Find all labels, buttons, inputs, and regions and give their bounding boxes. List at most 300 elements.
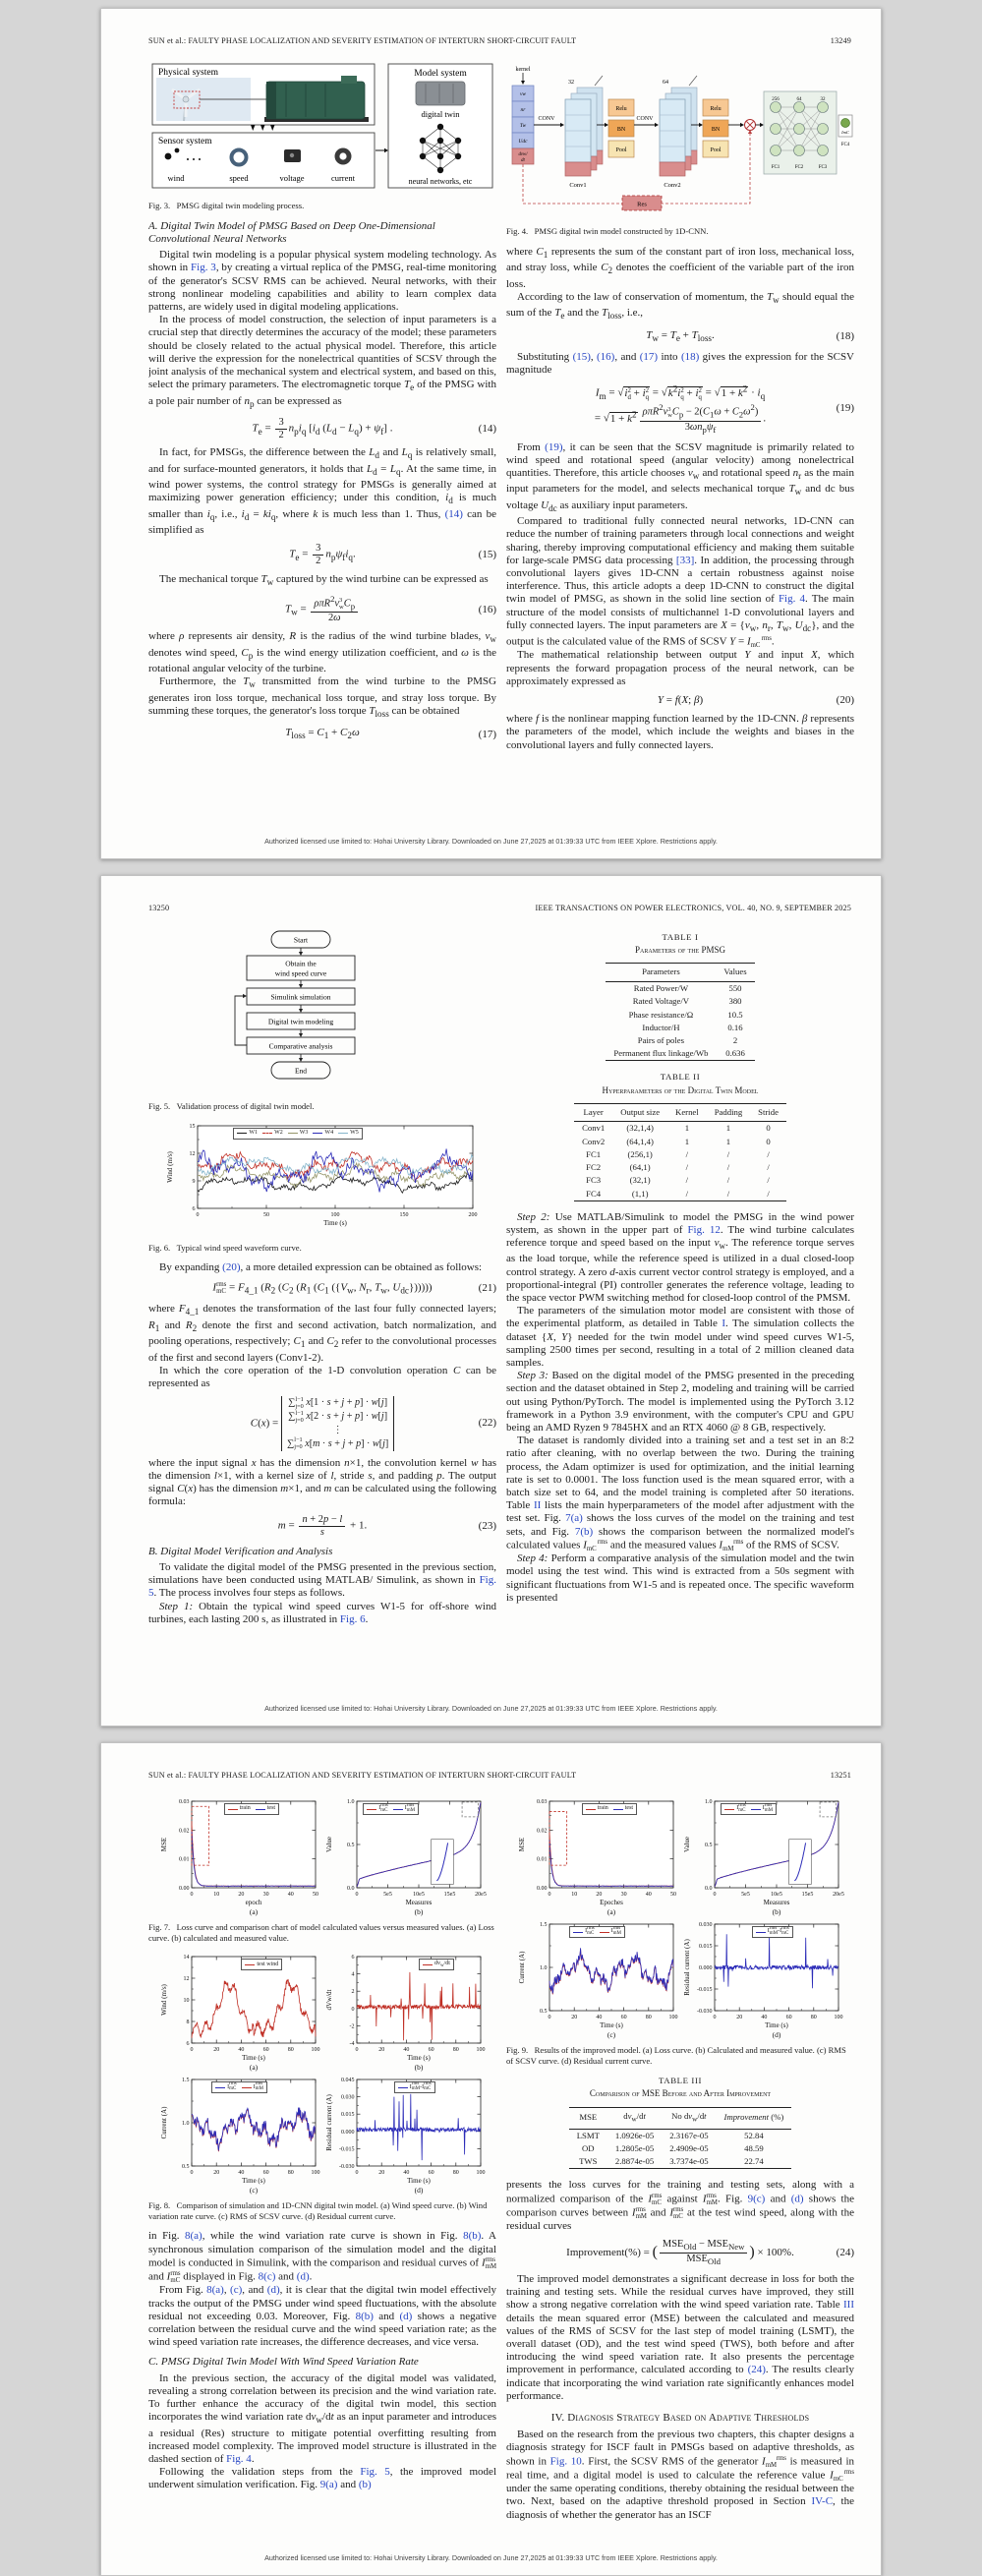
table-row: [574, 1135, 786, 1147]
paragraph: To validate the digital model of the PMSG presented in the previous section, simulations have been conducted using MATLAB/ Simulink, as shown in Fig. 5. The process involves four steps as follows.: [148, 1561, 496, 1600]
fig4-fc-64: 64: [796, 97, 802, 102]
table-cell: 550: [728, 983, 742, 993]
svg-text:2: 2: [351, 1989, 355, 1996]
table-cell: Phase resistance/Ω: [628, 1009, 694, 1020]
fig3-label-digital-twin: digital twin: [421, 109, 460, 119]
fig4-input-udc: Udc: [518, 139, 528, 145]
figure-8-row2: [148, 2075, 496, 2195]
table-cell: 1: [684, 1123, 690, 1134]
table-cell: /: [726, 1148, 730, 1159]
svg-text:40: 40: [287, 1892, 294, 1898]
table-cell: Inductor/H: [642, 1022, 680, 1032]
table-cell: /: [767, 1188, 770, 1199]
table-header: Padding: [707, 1103, 750, 1121]
table-cell: 2: [732, 1035, 738, 1046]
fig4-fc-32: 32: [820, 97, 826, 102]
svg-text:12: 12: [189, 1150, 196, 1157]
plot-legend: [233, 1128, 362, 1140]
svg-text:(b): (b): [414, 2063, 424, 2073]
table-row: [606, 1021, 754, 1033]
svg-text:0.0: 0.0: [705, 1886, 713, 1892]
svg-text:60: 60: [428, 2170, 434, 2177]
svg-text:0.02: 0.02: [537, 1828, 548, 1835]
table-header: MSE: [569, 2107, 607, 2129]
svg-text:20: 20: [378, 2170, 385, 2177]
fig4-label-fc2: FC2: [794, 165, 804, 170]
table-cell: TWS: [579, 2156, 598, 2167]
svg-text:-4: -4: [349, 2041, 355, 2048]
running-head-title: SUN et al.: FAULTY PHASE LOCALIZATION AND SEVERITY ESTIMATION OF INTERTURN SHORT-CIRCUIT FAULT: [148, 1771, 577, 1780]
fig8b-variation-plot: [323, 1952, 487, 2073]
svg-text:1.0: 1.0: [182, 2121, 190, 2128]
svg-text:40: 40: [761, 2015, 768, 2020]
table-cell: OD: [582, 2143, 595, 2154]
svg-text:20e5: 20e5: [475, 1892, 487, 1898]
svg-text:-0.015: -0.015: [339, 2146, 355, 2153]
legend-entry: W5: [338, 1127, 359, 1140]
table-row: [606, 1008, 754, 1021]
plot-legend: [419, 1959, 454, 1970]
svg-text:Time (s): Time (s): [407, 2054, 431, 2063]
paragraph: Substituting (15), (16), and (17) into (18) gives the expression for the SCSV magnitude: [506, 350, 854, 377]
svg-text:6: 6: [192, 1205, 196, 1212]
table-2-title: TABLE II Hyperparameters of the Digital Twin Model: [602, 1072, 759, 1095]
fig4-output-neuron: [841, 119, 850, 128]
svg-text:100: 100: [311, 2170, 320, 2177]
svg-text:epoch: epoch: [245, 1899, 262, 1906]
svg-text:30: 30: [620, 1892, 627, 1898]
equation-15: $T_e$ = $\frac{3}{2}$ $n_p\psi_fi_q$. (15): [289, 543, 496, 567]
running-head-title: IEEE TRANSACTIONS ON POWER ELECTRONICS, VOL. 40, NO. 9, SEPTEMBER 2025: [535, 904, 851, 912]
table-cell: 22.74: [744, 2156, 764, 2167]
equation-21: Irms mC = $F_{4\_1}$ ($R_2$ ($C_2$ ($R_1$ ($C_1$ ({$V_w$, $N_r$, $T_w$, $U_{dc}$}))))) (21): [212, 1280, 496, 1296]
table-cell: Permanent flux linkage/Wb: [613, 1048, 709, 1059]
svg-text:0.000: 0.000: [699, 1965, 713, 1971]
paragraph: The mathematical relationship between output Y and input X, which represents the forward propagation process of the neural network, can be approximately expressed as: [506, 649, 854, 687]
table-row: [574, 1161, 786, 1174]
plot-legend: [211, 2081, 267, 2093]
svg-text:wind speed curve: wind speed curve: [274, 968, 327, 978]
paragraph: From Fig. 8(a), (c), and (d), it is clear that the digital twin model effectively tracks the output of the PMSG under wind speed fluctuations, with the absolute residual not exceeding 0.03. Moreover, Fig. 8(b) and (d) shows a negative correlation between the residual curve and the wind speed variation rate; as the wind speed variation rate increases, the difference decreases, and vice versa.: [148, 2284, 496, 2349]
fig4-label-res: Res: [637, 201, 647, 208]
svg-text:Pool: Pool: [710, 147, 722, 153]
paragraph: In fact, for PMSGs, the difference between the $L_d$ and $L_q$ is relatively small, and for surface-mounted generators, it holds that $L_d = L_q$. At the same time, in wind power systems, the control strategy for PMSGs is generally aimed at maximizing power generation efficiency; under this condition, $i_d$ is much smaller than $i_q$, i.e., $i_d = ki_q$, where k is much less than 1. Thus, (14) can be simplified as: [148, 446, 496, 537]
svg-text:15e5: 15e5: [801, 1892, 814, 1898]
table-header: Parameters: [606, 964, 716, 981]
running-head: [148, 36, 851, 45]
figure-9-caption: Fig. 9. Results of the improved model. (a) Loss curve. (b) Calculated and measured value. (c) RMS of SCSV curve. (d) Residual current curve.: [506, 2045, 846, 2066]
svg-text:(a): (a): [249, 2063, 259, 2073]
svg-text:40: 40: [238, 2047, 245, 2054]
fig4-fc-256: 256: [772, 97, 780, 102]
svg-text:Epoches: Epoches: [600, 1899, 623, 1906]
legend-entry: train: [228, 1802, 251, 1815]
copyright-footer: Authorized licensed use limited to: Hohai University Library. Downloaded on June 27,2025 at 01:39:33 UTC from IEEE Xplore. Restrictions apply.: [264, 837, 718, 846]
data-table: [606, 963, 754, 1061]
svg-text:0.015: 0.015: [341, 2112, 355, 2119]
fig4-conv2-stack: [660, 88, 697, 176]
table-row: [569, 2142, 792, 2155]
equation-23: m = $\frac{n + 2p - l}{s}$ + 1. (23): [277, 1514, 496, 1539]
svg-text:14: 14: [183, 1955, 190, 1961]
svg-text:Time (s): Time (s): [242, 2177, 265, 2186]
legend-entry: Irms mM: [600, 1925, 621, 1938]
table-cell: 0: [766, 1136, 771, 1146]
svg-text:10e5: 10e5: [771, 1892, 782, 1898]
svg-text:Wind (m/s): Wind (m/s): [160, 1984, 168, 2017]
paragraph: where $F_{4\_1}$ denotes the transformation of the last four fully connected layers; $R_1$ and $R_2$ denote the first and second activation, batch normalization, and pooling operations, respectively; $C_1$ and $C_2$ refer to the convolutional processes of the first and second layers (Conv1-2).: [148, 1303, 496, 1364]
table-cell: LSMT: [576, 2130, 600, 2140]
svg-text:MSE: MSE: [160, 1837, 168, 1852]
svg-text:0: 0: [355, 2170, 359, 2177]
figure-5: [148, 929, 496, 1096]
table-cell: FC1: [586, 1148, 602, 1159]
svg-text:80: 80: [452, 2047, 459, 2054]
table-cell: (32,1,4): [626, 1123, 654, 1134]
fig3-digital-twin-motor: [416, 82, 465, 105]
table-cell: /: [726, 1188, 730, 1199]
svg-text:(b): (b): [414, 1907, 424, 1916]
running-head-title: SUN et al.: FAULTY PHASE LOCALIZATION AND SEVERITY ESTIMATION OF INTERTURN SHORT-CIRCUIT FAULT: [148, 36, 577, 45]
svg-text:60: 60: [262, 2170, 269, 2177]
section-heading-a: A. Digital Twin Model of PMSG Based on Deep One-Dimensional Convolutional Neural Networks: [148, 219, 435, 245]
svg-text:20: 20: [238, 1892, 245, 1898]
table-header: Layer: [574, 1103, 612, 1121]
fig3-diagram: [148, 62, 496, 192]
equation-19: $I_m = √i2$ d + i2 $q = √k^2i2$ q + i2 $q = √1 + k^2 \cdot i_q$ = $√1 + k^2$ ρπR$^2$v3 $wC_p - 2(C_1\omega + C_2\omega^2)$ $3\omega n_p\psi_f$ . (19): [594, 383, 854, 435]
fig8a-wind-plot: [158, 1952, 321, 2073]
fig4-input-tw: Tw: [519, 123, 527, 129]
fig9d-residual-plot: [681, 1919, 844, 2040]
svg-text:80: 80: [810, 2015, 817, 2020]
paragraph: Step 1: Obtain the typical wind speed curves W1-5 for off-shore wind turbines, each lasting 200 s, as illustrated in Fig. 6.: [148, 1600, 496, 1625]
paragraph: Step 2: Use MATLAB/Simulink to model the PMSG in the wind power system, as shown in the upper part of Fig. 12. The wind turbine calculates reference torque and speed based on the input $v_w$. The reference torque serves as the load torque, while the reference speed is utilized in a dual closed-loop control strategy. A zero d-axis current vector control strategy is employed, and a proportional-integral (PI) controller generates the reference voltage, leading to the space vector PWM switching method for closed-loop control of the PMSM.: [506, 1210, 854, 1304]
table-row: [569, 2129, 792, 2142]
table-row: [606, 1047, 754, 1061]
fig4-output-label: ImC: [841, 130, 849, 135]
equation-18: $T_w = T_e + T_{loss}$. (18): [646, 328, 854, 343]
svg-text:Time (s): Time (s): [600, 2021, 623, 2029]
fig4-label-fc1: FC1: [771, 165, 780, 170]
legend-entry: W3: [288, 1127, 309, 1140]
plot-canvas: [323, 1952, 487, 2073]
figure-9-row2: [506, 1919, 854, 2040]
table-row: [606, 981, 754, 995]
equation-14: [148, 417, 496, 440]
figure-6: [148, 1121, 496, 1238]
fig4-label-bn: BN: [616, 127, 626, 133]
page-2: [100, 875, 882, 1727]
figure-8-caption: Fig. 8. Comparison of simulation and 1D-CNN digital twin model. (a) Wind speed curve. (b) Wind variation rate curve. (c) RMS of SCSV curve. (d) Residual current curve.: [148, 2200, 488, 2221]
legend-entry: Irms mC: [724, 1802, 746, 1815]
plot-legend: [224, 1803, 279, 1815]
svg-text:Relu: Relu: [710, 106, 722, 112]
svg-text:BN: BN: [711, 127, 721, 133]
legend-entry: $dv_w/dt$: [423, 1958, 450, 1972]
svg-text:80: 80: [287, 2170, 294, 2177]
svg-text:12: 12: [183, 1976, 190, 1983]
table-cell: 48.59: [744, 2143, 764, 2154]
svg-text:100: 100: [476, 2047, 486, 2054]
svg-text:dt: dt: [521, 158, 525, 163]
svg-text:0.015: 0.015: [699, 1944, 713, 1950]
fig3-generator: [266, 82, 365, 119]
svg-text:0.5: 0.5: [182, 2164, 190, 2171]
svg-text:10: 10: [213, 1892, 220, 1898]
flow-step4-label: Comparative analysis: [268, 1041, 333, 1051]
svg-text:0: 0: [190, 2047, 194, 2054]
svg-text:0.03: 0.03: [179, 1799, 190, 1805]
equation-number: (14): [478, 422, 496, 435]
plot-legend: [241, 1959, 282, 1970]
table-2: [506, 1103, 854, 1201]
plot-legend: [394, 2081, 435, 2093]
svg-text:0.000: 0.000: [341, 2129, 355, 2136]
paragraph: Following the validation steps from the Fig. 5, the improved model underwent simulation verification. Fig. 9(a) and (b): [148, 2466, 496, 2491]
table-row: [574, 1147, 786, 1160]
page-number: 13251: [830, 1771, 851, 1780]
fig3-label-sensor: Sensor system: [158, 137, 212, 146]
svg-text:Value: Value: [683, 1837, 691, 1852]
legend-entry: Irms mM-Irms mC: [756, 1925, 789, 1938]
svg-text:0.5: 0.5: [347, 1843, 355, 1848]
legend-entry: test: [613, 1802, 633, 1815]
svg-text:0: 0: [713, 1892, 717, 1898]
table-3: [506, 2107, 854, 2170]
svg-text:40: 40: [238, 2170, 245, 2177]
svg-text:40: 40: [403, 2170, 410, 2177]
svg-text:40: 40: [645, 1892, 652, 1898]
table-header: $dv_w/dt$: [607, 2107, 662, 2129]
svg-text:0: 0: [196, 1211, 200, 1218]
data-table: [574, 1103, 786, 1201]
svg-text:1.0: 1.0: [347, 1799, 355, 1805]
page-number: 13250: [148, 904, 170, 912]
svg-text:40: 40: [403, 2047, 410, 2054]
fig3-label-wind: wind: [167, 173, 185, 183]
table-cell: 2.4909e-05: [669, 2143, 709, 2154]
fig3-label-speed: speed: [229, 173, 249, 183]
paragraph: The parameters of the simulation motor model are consistent with those of the experimental platform, as detailed in Table I. The simulation collects the dataset {X, Y} needed for the twin model under wind speed curves W1-5, sampling 2500 times per second, resulting in a total of 2 million cleaned data samples.: [506, 1305, 854, 1370]
svg-text:Residual current (A): Residual current (A): [325, 2094, 333, 2151]
flow-start-label: Start: [293, 935, 309, 945]
svg-text:Residual current (A): Residual current (A): [683, 1939, 691, 1996]
page-1: [100, 8, 882, 859]
svg-text:20: 20: [378, 2047, 385, 2054]
fig4-input-nr: nr: [520, 107, 526, 113]
paragraph: presents the loss curves for the training and testing sets, along with a normalized comparison of the Irms mC against Irms mM. Fig. 9(c) and (d) shows the comparison curves between Irms mM and Irms mC at the test wind speed, along with the residual curves: [506, 2179, 854, 2233]
svg-text:6: 6: [351, 1955, 355, 1961]
table-1: [506, 963, 854, 1061]
copyright-footer: Authorized licensed use limited to: Hohai University Library. Downloaded on June 27,2025 at 01:39:33 UTC from IEEE Xplore. Restrictions apply.: [264, 1704, 718, 1713]
svg-text:0.01: 0.01: [179, 1856, 190, 1863]
fig3-label-current: current: [330, 173, 356, 183]
paragraph: According to the law of conservation of momentum, the $T_w$ should equal the sum of the $T_e$ and the $T_{loss}$, i.e.,: [506, 290, 854, 322]
svg-text:10: 10: [183, 1998, 190, 2005]
table-cell: 0.16: [727, 1022, 743, 1032]
fig4-label-conv2: CONV: [636, 116, 654, 122]
table-cell: /: [767, 1148, 770, 1159]
paragraph: Furthermore, the $T_w$ transmitted from the wind turbine to the PMSG generates iron loss torque, mechanical loss torque, and stray loss torque. By summing these torques, the generator's loss torque $T_{loss}$ can be obtained: [148, 675, 496, 719]
svg-text:0: 0: [355, 1892, 359, 1898]
fig7b-value-plot: [323, 1796, 487, 1917]
legend-entry: train: [586, 1802, 608, 1815]
svg-text:0: 0: [351, 2006, 355, 2013]
plot-legend: [752, 1926, 793, 1938]
figure-6-caption: Fig. 6. Typical wind speed waveform curve.: [148, 1242, 302, 1253]
svg-text:0.0: 0.0: [347, 1886, 355, 1892]
fig4-label-pool: Pool: [615, 147, 627, 153]
table-cell: /: [685, 1148, 689, 1159]
svg-text:-0.015: -0.015: [697, 1987, 713, 1993]
table-row: [606, 995, 754, 1008]
paragraph: Based on the research from the previous two chapters, this chapter designs a diagnosis strategy for ISCF fault in PMSGs based on adaptive thresholds, as shown in Fig. 10. First, the SCSV RMS of the generator I rms mM is measured in real time, and a digital model is used to calculate the reference value I rms mC under the same operating conditions, thereby obtaining the residual between the two. Next, based on the adaptive threshold proposed in Section IV-C, the diagnosis of whether the generator has an ISCF: [506, 2429, 854, 2521]
svg-text:20: 20: [571, 2015, 578, 2020]
svg-text:60: 60: [785, 2015, 792, 2020]
table-cell: /: [726, 1175, 730, 1186]
paragraph: In the previous section, the accuracy of the digital model was validated, revealing a strong correlation between its precision and the wind variation rate. To further enhance the accuracy of the digital twin model, this section incorporates the wind variation rate $dv_w/dt$ as an input parameter and introduces a residual (Res) structure to mitigate potential overfitting resulting from increased model complexity. The improved model structure is illustrated in the dashed section of Fig. 4.: [148, 2371, 496, 2465]
table-header: Values: [716, 964, 754, 981]
table-cell: Rated Voltage/V: [632, 996, 690, 1007]
legend-entry: Irms mC: [573, 1925, 595, 1938]
table-header: No $dv_w/dt$: [662, 2107, 716, 2129]
svg-text:Time (s): Time (s): [242, 2054, 265, 2063]
svg-text:Measures: Measures: [763, 1899, 790, 1906]
svg-text:150: 150: [399, 1211, 409, 1218]
table-cell: 1: [725, 1123, 731, 1134]
svg-text:0.045: 0.045: [341, 2078, 355, 2084]
paragraph: The improved model demonstrates a significant decrease in loss for both the training and testing sets. While the residual curves have improved, they still show a strong negative correlation with the wind speed variation rate. Table III details the mean squared error (MSE) between the calculated and measured values of the RMS of SCSV for the last step of model training (LSMT), the overall dataset (OD), and the test wind speed (TWS), both before and after introducing the wind speed variation rate. It also presents the percentage improvement in performance, calculated according to (24). The results clearly indicate that incorporating the wind variation rate significantly enhances model performance.: [506, 2272, 854, 2402]
svg-text:Measures: Measures: [405, 1899, 433, 1906]
legend-entry: W1: [237, 1127, 258, 1140]
equation-17: $T_{loss} = C_1 + C_2\omega$ (17): [285, 727, 496, 741]
svg-text:20: 20: [596, 1892, 603, 1898]
svg-text:0.5: 0.5: [705, 1843, 713, 1848]
fig4-label-conv1-name: Conv1: [569, 182, 587, 189]
table-cell: (256,1): [627, 1148, 653, 1159]
table-cell: /: [726, 1162, 730, 1173]
figure-3-caption: Fig. 3. PMSG digital twin modeling process.: [148, 201, 305, 211]
svg-text:0.02: 0.02: [179, 1828, 190, 1835]
table-cell: (32,1): [629, 1175, 651, 1186]
svg-text:20: 20: [736, 2015, 743, 2020]
table-cell: /: [767, 1175, 770, 1186]
svg-text:(a): (a): [607, 1907, 616, 1916]
svg-text:Current (A): Current (A): [160, 2106, 168, 2139]
svg-text:100: 100: [834, 2015, 843, 2020]
section-heading-c: C. PMSG Digital Twin Model With Wind Speed Variation Rate: [148, 2356, 419, 2369]
figure-8-row1: [148, 1952, 496, 2073]
table-cell: 3.7374e-05: [669, 2156, 709, 2167]
svg-text:(a): (a): [249, 1907, 259, 1916]
svg-text:4: 4: [351, 1971, 355, 1978]
svg-text:9: 9: [192, 1178, 196, 1185]
svg-text:1.5: 1.5: [182, 2078, 190, 2084]
svg-text:100: 100: [668, 2015, 678, 2020]
equation-22: C(x) = ∑l−1 j=0 x[1 · s + j + p] · w[j] ∑l−1 j=0 x[2 · s + j + p] · w[j] ⋮ ∑l−1 j=0 x[m · s + j + p] · w[j] (22): [250, 1396, 496, 1451]
paragraph: Step 4: Perform a comparative analysis of the simulation model and the twin model using the test wind. This wind is extracted from a 50s segment with significant fluctuations from W1-5 and is repeated once. The specific waveform is presented: [506, 1552, 854, 1604]
svg-text:0.030: 0.030: [699, 1922, 713, 1928]
svg-text:-0.030: -0.030: [339, 2164, 355, 2171]
figure-4: [506, 62, 854, 221]
svg-text:Time (s): Time (s): [407, 2177, 431, 2186]
svg-text:60: 60: [620, 2015, 627, 2020]
svg-text:100: 100: [311, 2047, 320, 2054]
svg-text:-2: -2: [349, 2023, 355, 2030]
table-cell: /: [685, 1175, 689, 1186]
table-cell: /: [685, 1188, 689, 1199]
plot-legend: [582, 1803, 637, 1815]
legend-entry: test wind: [245, 1959, 278, 1971]
svg-text:(b): (b): [772, 1907, 781, 1916]
equation-body: $T_e$ = $\frac{3}{2}$ $n_pi_q$ [$i_d$ $(L_d - L_q) + \psi_f$] .: [252, 417, 393, 440]
legend-entry: W2: [262, 1127, 283, 1140]
svg-text:10e5: 10e5: [413, 1892, 425, 1898]
equation-16: $T_w$ = ρπR$^2$v3 $wC_p$ 2ω (16): [284, 594, 496, 624]
svg-text:15e5: 15e5: [443, 1892, 456, 1898]
svg-text:(c): (c): [249, 2186, 259, 2195]
fig3-label-physical: Physical system: [158, 68, 218, 78]
figure-7: [148, 1796, 496, 1917]
svg-text:0.03: 0.03: [537, 1799, 548, 1805]
table-cell: (1,1): [631, 1188, 649, 1199]
legend-entry: Irms mC: [367, 1802, 388, 1815]
svg-text:80: 80: [645, 2015, 652, 2020]
table-cell: Conv1: [582, 1123, 606, 1134]
table-cell: 52.84: [744, 2130, 764, 2140]
table-header: Stride: [750, 1103, 786, 1121]
fig4-label-conv2-name: Conv2: [664, 182, 681, 189]
running-head: [148, 904, 851, 912]
paragraph: in Fig. 8(a), while the wind variation rate curve is shown in Fig. 8(b). A synchronous simulation comparison of the simulation model and the digital model is conducted in Simulink, with the comparison and residual curves of Irms mM and Irms mC displayed in Fig. 8(c) and (d).: [148, 2230, 496, 2285]
svg-text:(d): (d): [414, 2186, 424, 2195]
svg-text:0.01: 0.01: [537, 1856, 548, 1863]
section-heading-b: B. Digital Model Verification and Analysis: [148, 1545, 333, 1557]
table-cell: Pairs of poles: [637, 1035, 685, 1046]
svg-text:20: 20: [213, 2047, 220, 2054]
svg-text:0: 0: [548, 2015, 551, 2020]
figure-9-row1: [506, 1796, 854, 1917]
table-row: [574, 1187, 786, 1200]
table-cell: 380: [728, 996, 742, 1007]
svg-text:-0.030: -0.030: [697, 2009, 713, 2015]
data-table: [569, 2107, 792, 2170]
fig7a-loss-plot: [158, 1796, 321, 1917]
table-cell: Rated Power/W: [633, 983, 689, 993]
figure-4-caption: Fig. 4. PMSG digital twin model constructed by 1D-CNN.: [506, 226, 709, 237]
paragraph: In the process of model construction, the selection of input parameters is a crucial step that directly determines the accuracy of the model; these parameters should be closely related to the actual physical model. Therefore, this article will derive the expression for the nonelectrical quantities of SCSV through the joint analysis of the mechanical system and electrical system, and based on this, select the primary parameters. The electromagnetic torque $T_e$ of the PMSG with a pole pair number of $n_p$ can be expressed as: [148, 314, 496, 409]
svg-text:0.00: 0.00: [537, 1886, 548, 1892]
table-cell: /: [767, 1162, 770, 1173]
fig3-label-model: Model system: [414, 69, 467, 79]
svg-text:15: 15: [189, 1123, 196, 1130]
svg-text:80: 80: [452, 2170, 459, 2177]
svg-text:50: 50: [670, 1892, 676, 1898]
fig4-channels-64: 64: [663, 80, 668, 86]
fig4-input-vw: vw: [519, 91, 527, 97]
flow-step1-label: Obtain the: [285, 959, 317, 968]
svg-text:20: 20: [213, 2170, 220, 2177]
fig9a-loss-plot: [516, 1796, 679, 1917]
table-cell: (64,1,4): [626, 1136, 654, 1146]
svg-text:Current (A): Current (A): [518, 1951, 526, 1984]
table-header: Kernel: [667, 1103, 707, 1121]
table-row: [569, 2155, 792, 2169]
svg-text:100: 100: [476, 2170, 486, 2177]
fig4-conv1-stack: [565, 88, 603, 176]
table-cell: 2.8874e-05: [614, 2156, 655, 2167]
svg-text:1.0: 1.0: [540, 1965, 548, 1971]
